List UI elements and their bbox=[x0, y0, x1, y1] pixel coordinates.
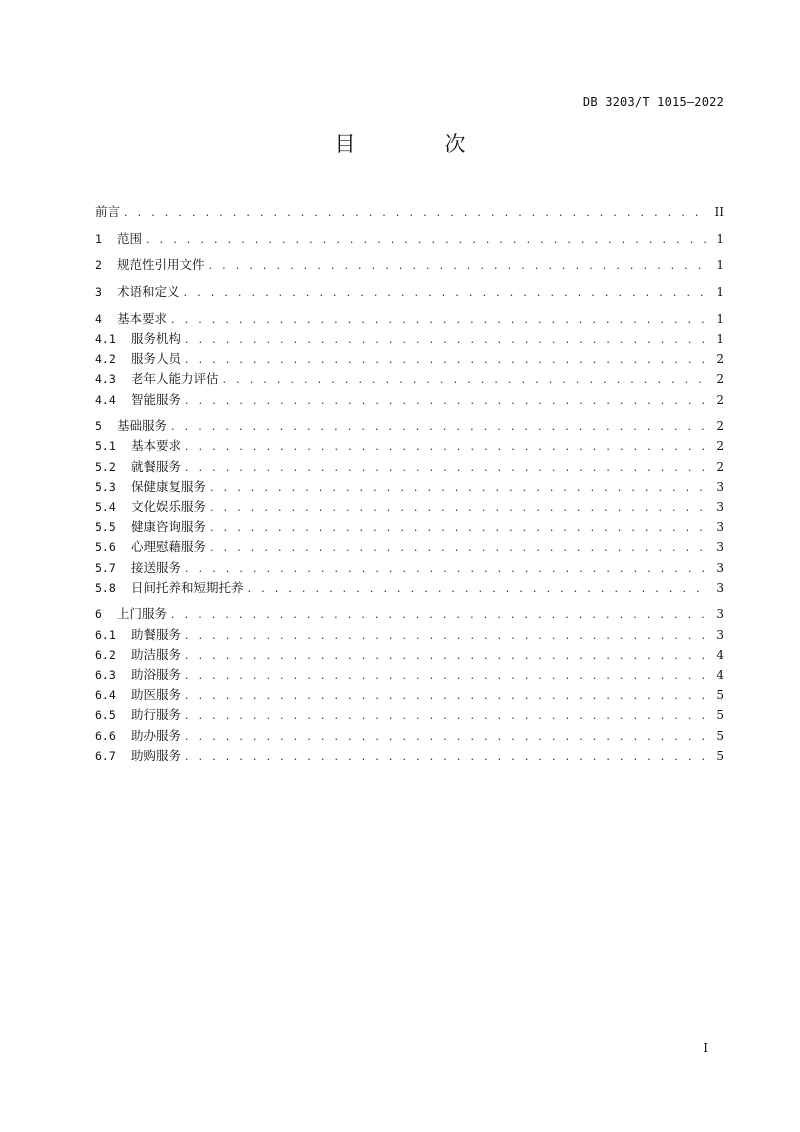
toc-entry-page: 2 bbox=[716, 372, 724, 387]
toc-entry[interactable] bbox=[95, 436, 724, 456]
toc-entry-label: 前言 bbox=[95, 204, 121, 219]
toc-entry-label: 就餐服务 bbox=[131, 458, 182, 474]
toc-entry[interactable] bbox=[95, 746, 724, 766]
toc-entry-label: 健康咨询服务 bbox=[131, 519, 207, 535]
toc-entry-page: 5 bbox=[716, 688, 724, 703]
toc-entry-label: 助购服务 bbox=[131, 747, 182, 763]
toc-entry-label: 心理慰藉服务 bbox=[131, 539, 207, 555]
toc-entry-label: 规范性引用文件 bbox=[117, 257, 205, 273]
toc-entry[interactable] bbox=[95, 309, 724, 329]
toc-entry-page: 1 bbox=[716, 231, 724, 246]
toc-entry[interactable] bbox=[95, 349, 724, 369]
toc-leader-dots bbox=[185, 559, 708, 579]
toc-entry-page: 3 bbox=[716, 520, 724, 535]
toc-entry-number: 6.7 bbox=[95, 748, 116, 763]
toc-entry-page: 3 bbox=[716, 479, 724, 494]
toc-entry-number: 6.5 bbox=[95, 708, 116, 723]
toc-entry-number: 4.3 bbox=[95, 372, 116, 387]
toc-entry-label: 助办服务 bbox=[131, 727, 182, 743]
toc-entry-label: 保健康复服务 bbox=[131, 478, 207, 494]
toc-entry-label: 助浴服务 bbox=[131, 666, 182, 682]
toc-entry-number: 5.8 bbox=[95, 580, 116, 595]
toc-leader-dots bbox=[185, 330, 708, 350]
toc-leader-dots bbox=[185, 747, 708, 767]
toc-entry-number: 5 bbox=[95, 419, 102, 434]
toc-leader-dots bbox=[185, 437, 708, 457]
toc-entry-number: 4.1 bbox=[95, 331, 116, 346]
toc-entry-page: 2 bbox=[716, 352, 724, 367]
toc-entry-page: 5 bbox=[716, 708, 724, 723]
toc-entry-label: 日间托养和短期托养 bbox=[131, 579, 244, 595]
toc-entry[interactable] bbox=[95, 578, 724, 598]
toc-leader-dots bbox=[185, 391, 708, 411]
toc-leader-dots bbox=[124, 203, 708, 223]
toc-entry-page: 2 bbox=[716, 392, 724, 407]
toc-entry[interactable] bbox=[95, 558, 724, 578]
toc-leader-dots bbox=[223, 370, 708, 390]
toc-entry-label: 术语和定义 bbox=[117, 284, 180, 300]
toc-entry-page: 3 bbox=[716, 627, 724, 642]
toc-leader-dots bbox=[185, 350, 708, 370]
toc-entry-number: 6.2 bbox=[95, 647, 116, 662]
toc-entry-page: 5 bbox=[716, 748, 724, 763]
toc-entry[interactable] bbox=[95, 726, 724, 746]
toc-leader-dots bbox=[209, 256, 708, 276]
toc-leader-dots bbox=[210, 478, 708, 498]
toc-entry-page: 2 bbox=[716, 419, 724, 434]
toc-entry[interactable] bbox=[95, 457, 724, 477]
toc-leader-dots bbox=[185, 706, 708, 726]
toc-entry-label: 基本要求 bbox=[131, 438, 182, 454]
toc-entry-page: 4 bbox=[716, 647, 724, 662]
toc-entry[interactable] bbox=[95, 665, 724, 685]
toc-entry-page: 3 bbox=[716, 607, 724, 622]
toc-entry-label: 上门服务 bbox=[117, 606, 168, 622]
toc-entry-label: 助洁服务 bbox=[131, 646, 182, 662]
toc-entry[interactable] bbox=[95, 390, 724, 410]
toc-entry-label: 范围 bbox=[117, 230, 143, 246]
toc-entry-page: 3 bbox=[716, 499, 724, 514]
toc-entry-page: 3 bbox=[716, 560, 724, 575]
toc-entry-page: 1 bbox=[716, 311, 724, 326]
toc-entry-page: 5 bbox=[716, 728, 724, 743]
toc-entry-number: 6.6 bbox=[95, 728, 116, 743]
table-of-contents bbox=[95, 202, 724, 766]
toc-entry-number: 2 bbox=[95, 258, 102, 273]
toc-entry[interactable] bbox=[95, 477, 724, 497]
toc-leader-dots bbox=[185, 646, 708, 666]
toc-entry-label: 助行服务 bbox=[131, 707, 182, 723]
toc-leader-dots bbox=[171, 310, 708, 330]
toc-entry-label: 助餐服务 bbox=[131, 626, 182, 642]
toc-entry-label: 智能服务 bbox=[131, 391, 182, 407]
toc-entry-page: 3 bbox=[716, 540, 724, 555]
toc-leader-dots bbox=[185, 666, 708, 686]
toc-entry-number: 5.4 bbox=[95, 499, 116, 514]
toc-leader-dots bbox=[210, 498, 708, 518]
page-title: 目 次 bbox=[334, 132, 500, 156]
toc-entry[interactable] bbox=[95, 282, 724, 302]
toc-entry[interactable] bbox=[95, 229, 724, 249]
toc-entry[interactable] bbox=[95, 416, 724, 436]
toc-entry-number: 5.2 bbox=[95, 459, 116, 474]
toc-entry-number: 1 bbox=[95, 231, 102, 246]
toc-entry[interactable] bbox=[95, 685, 724, 705]
toc-leader-dots bbox=[185, 727, 708, 747]
toc-entry[interactable] bbox=[95, 202, 724, 222]
toc-entry-number: 4.2 bbox=[95, 352, 116, 367]
toc-entry-page: 1 bbox=[716, 258, 724, 273]
toc-entry-label: 助医服务 bbox=[131, 687, 182, 703]
toc-leader-dots bbox=[146, 230, 708, 250]
toc-leader-dots bbox=[210, 538, 708, 558]
toc-entry-page: 1 bbox=[716, 285, 724, 300]
toc-entry-label: 文化娱乐服务 bbox=[131, 498, 207, 514]
page-number: I bbox=[703, 1041, 708, 1055]
toc-leader-dots bbox=[171, 605, 708, 625]
toc-entry-label: 接送服务 bbox=[131, 559, 182, 575]
toc-entry-label: 老年人能力评估 bbox=[131, 371, 219, 387]
toc-entry-number: 5.3 bbox=[95, 479, 116, 494]
toc-leader-dots bbox=[171, 417, 708, 437]
toc-leader-dots bbox=[248, 579, 708, 599]
toc-leader-dots bbox=[184, 283, 708, 303]
toc-entry-number: 5.5 bbox=[95, 520, 116, 535]
toc-entry[interactable] bbox=[95, 369, 724, 389]
toc-entry-number: 6.3 bbox=[95, 667, 116, 682]
toc-entry-number: 5.6 bbox=[95, 540, 116, 555]
document-code: DB 3203/T 1015—2022 bbox=[582, 95, 724, 109]
toc-entry-page: 2 bbox=[716, 439, 724, 454]
toc-leader-dots bbox=[185, 458, 708, 478]
toc-entry[interactable] bbox=[95, 625, 724, 645]
toc-entry-number: 3 bbox=[95, 285, 102, 300]
toc-entry-number: 6.4 bbox=[95, 688, 116, 703]
toc-entry[interactable] bbox=[95, 645, 724, 665]
toc-entry-number: 4 bbox=[95, 311, 102, 326]
toc-entry-number: 6.1 bbox=[95, 627, 116, 642]
toc-entry-page: 3 bbox=[716, 580, 724, 595]
toc-leader-dots bbox=[210, 518, 708, 538]
toc-leader-dots bbox=[185, 686, 708, 706]
toc-entry-number: 5.7 bbox=[95, 560, 116, 575]
toc-entry[interactable] bbox=[95, 517, 724, 537]
toc-entry[interactable] bbox=[95, 329, 724, 349]
toc-entry[interactable] bbox=[95, 497, 724, 517]
toc-entry-page: 1 bbox=[716, 331, 724, 346]
toc-entry-label: 服务机构 bbox=[131, 330, 182, 346]
toc-entry-page: 4 bbox=[716, 667, 724, 682]
toc-entry-number: 4.4 bbox=[95, 392, 116, 407]
toc-entry-number: 6 bbox=[95, 607, 102, 622]
toc-entry[interactable] bbox=[95, 604, 724, 624]
toc-entry[interactable] bbox=[95, 705, 724, 725]
toc-entry-label: 服务人员 bbox=[131, 351, 182, 367]
toc-leader-dots bbox=[185, 626, 708, 646]
toc-entry-label: 基础服务 bbox=[117, 418, 168, 434]
toc-entry[interactable] bbox=[95, 537, 724, 557]
toc-entry-page: 2 bbox=[716, 459, 724, 474]
toc-entry-page: II bbox=[714, 205, 724, 219]
toc-entry[interactable] bbox=[95, 255, 724, 275]
toc-entry-label: 基本要求 bbox=[117, 310, 168, 326]
toc-entry-number: 5.1 bbox=[95, 439, 116, 454]
